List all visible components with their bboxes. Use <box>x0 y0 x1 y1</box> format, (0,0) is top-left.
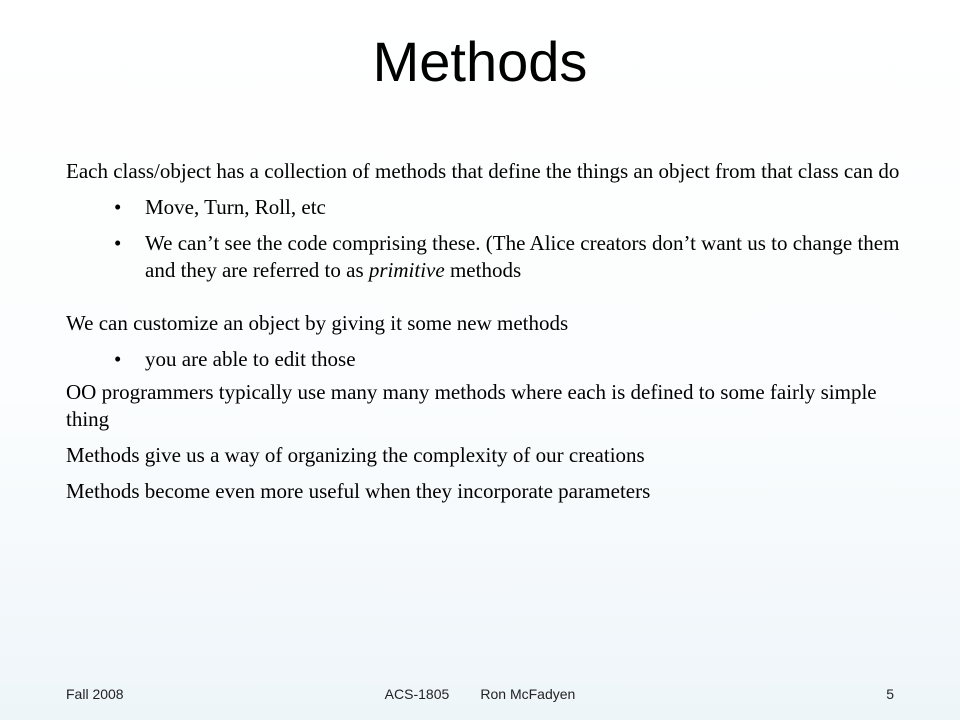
bullet-text-emphasis: primitive <box>368 258 445 282</box>
bullet-icon: • <box>114 347 122 371</box>
paragraph-oo-programmers: OO programmers typically use many many methods where each is defined to some fairly simple thing <box>66 380 877 431</box>
bullet-icon: • <box>114 195 122 219</box>
slide-body <box>66 158 906 505</box>
bullet-item-cant-see-code <box>66 230 906 284</box>
slide-title: Methods <box>372 30 588 93</box>
paragraph-parameters: Methods become even more useful when they incorporate parameters <box>66 479 651 503</box>
bullet-text-part1: We can’t see the code comprising these. (The Alice creators don’t want us to change them and they are referred to as <box>145 231 900 282</box>
bullet-text: Move, Turn, Roll, etc <box>145 195 326 219</box>
footer-page-number: 5 <box>886 686 894 702</box>
paragraph-organizing-complexity: Methods give us a way of organizing the complexity of our creations <box>66 443 645 467</box>
footer-date: Fall 2008 <box>66 686 124 702</box>
bullet-text: you are able to edit those <box>145 347 356 371</box>
paragraph-class-methods: Each class/object has a collection of methods that define the things an object from that class can do <box>66 159 900 183</box>
bullet-item-edit-those <box>66 346 906 373</box>
bullet-icon: • <box>114 231 122 255</box>
bullet-item-move-turn-roll <box>66 194 906 221</box>
footer-course-author: ACS-1805 Ron McFadyen <box>384 686 576 702</box>
bullet-text-part2: methods <box>444 258 522 282</box>
paragraph-customize: We can customize an object by giving it some new methods <box>66 311 569 335</box>
